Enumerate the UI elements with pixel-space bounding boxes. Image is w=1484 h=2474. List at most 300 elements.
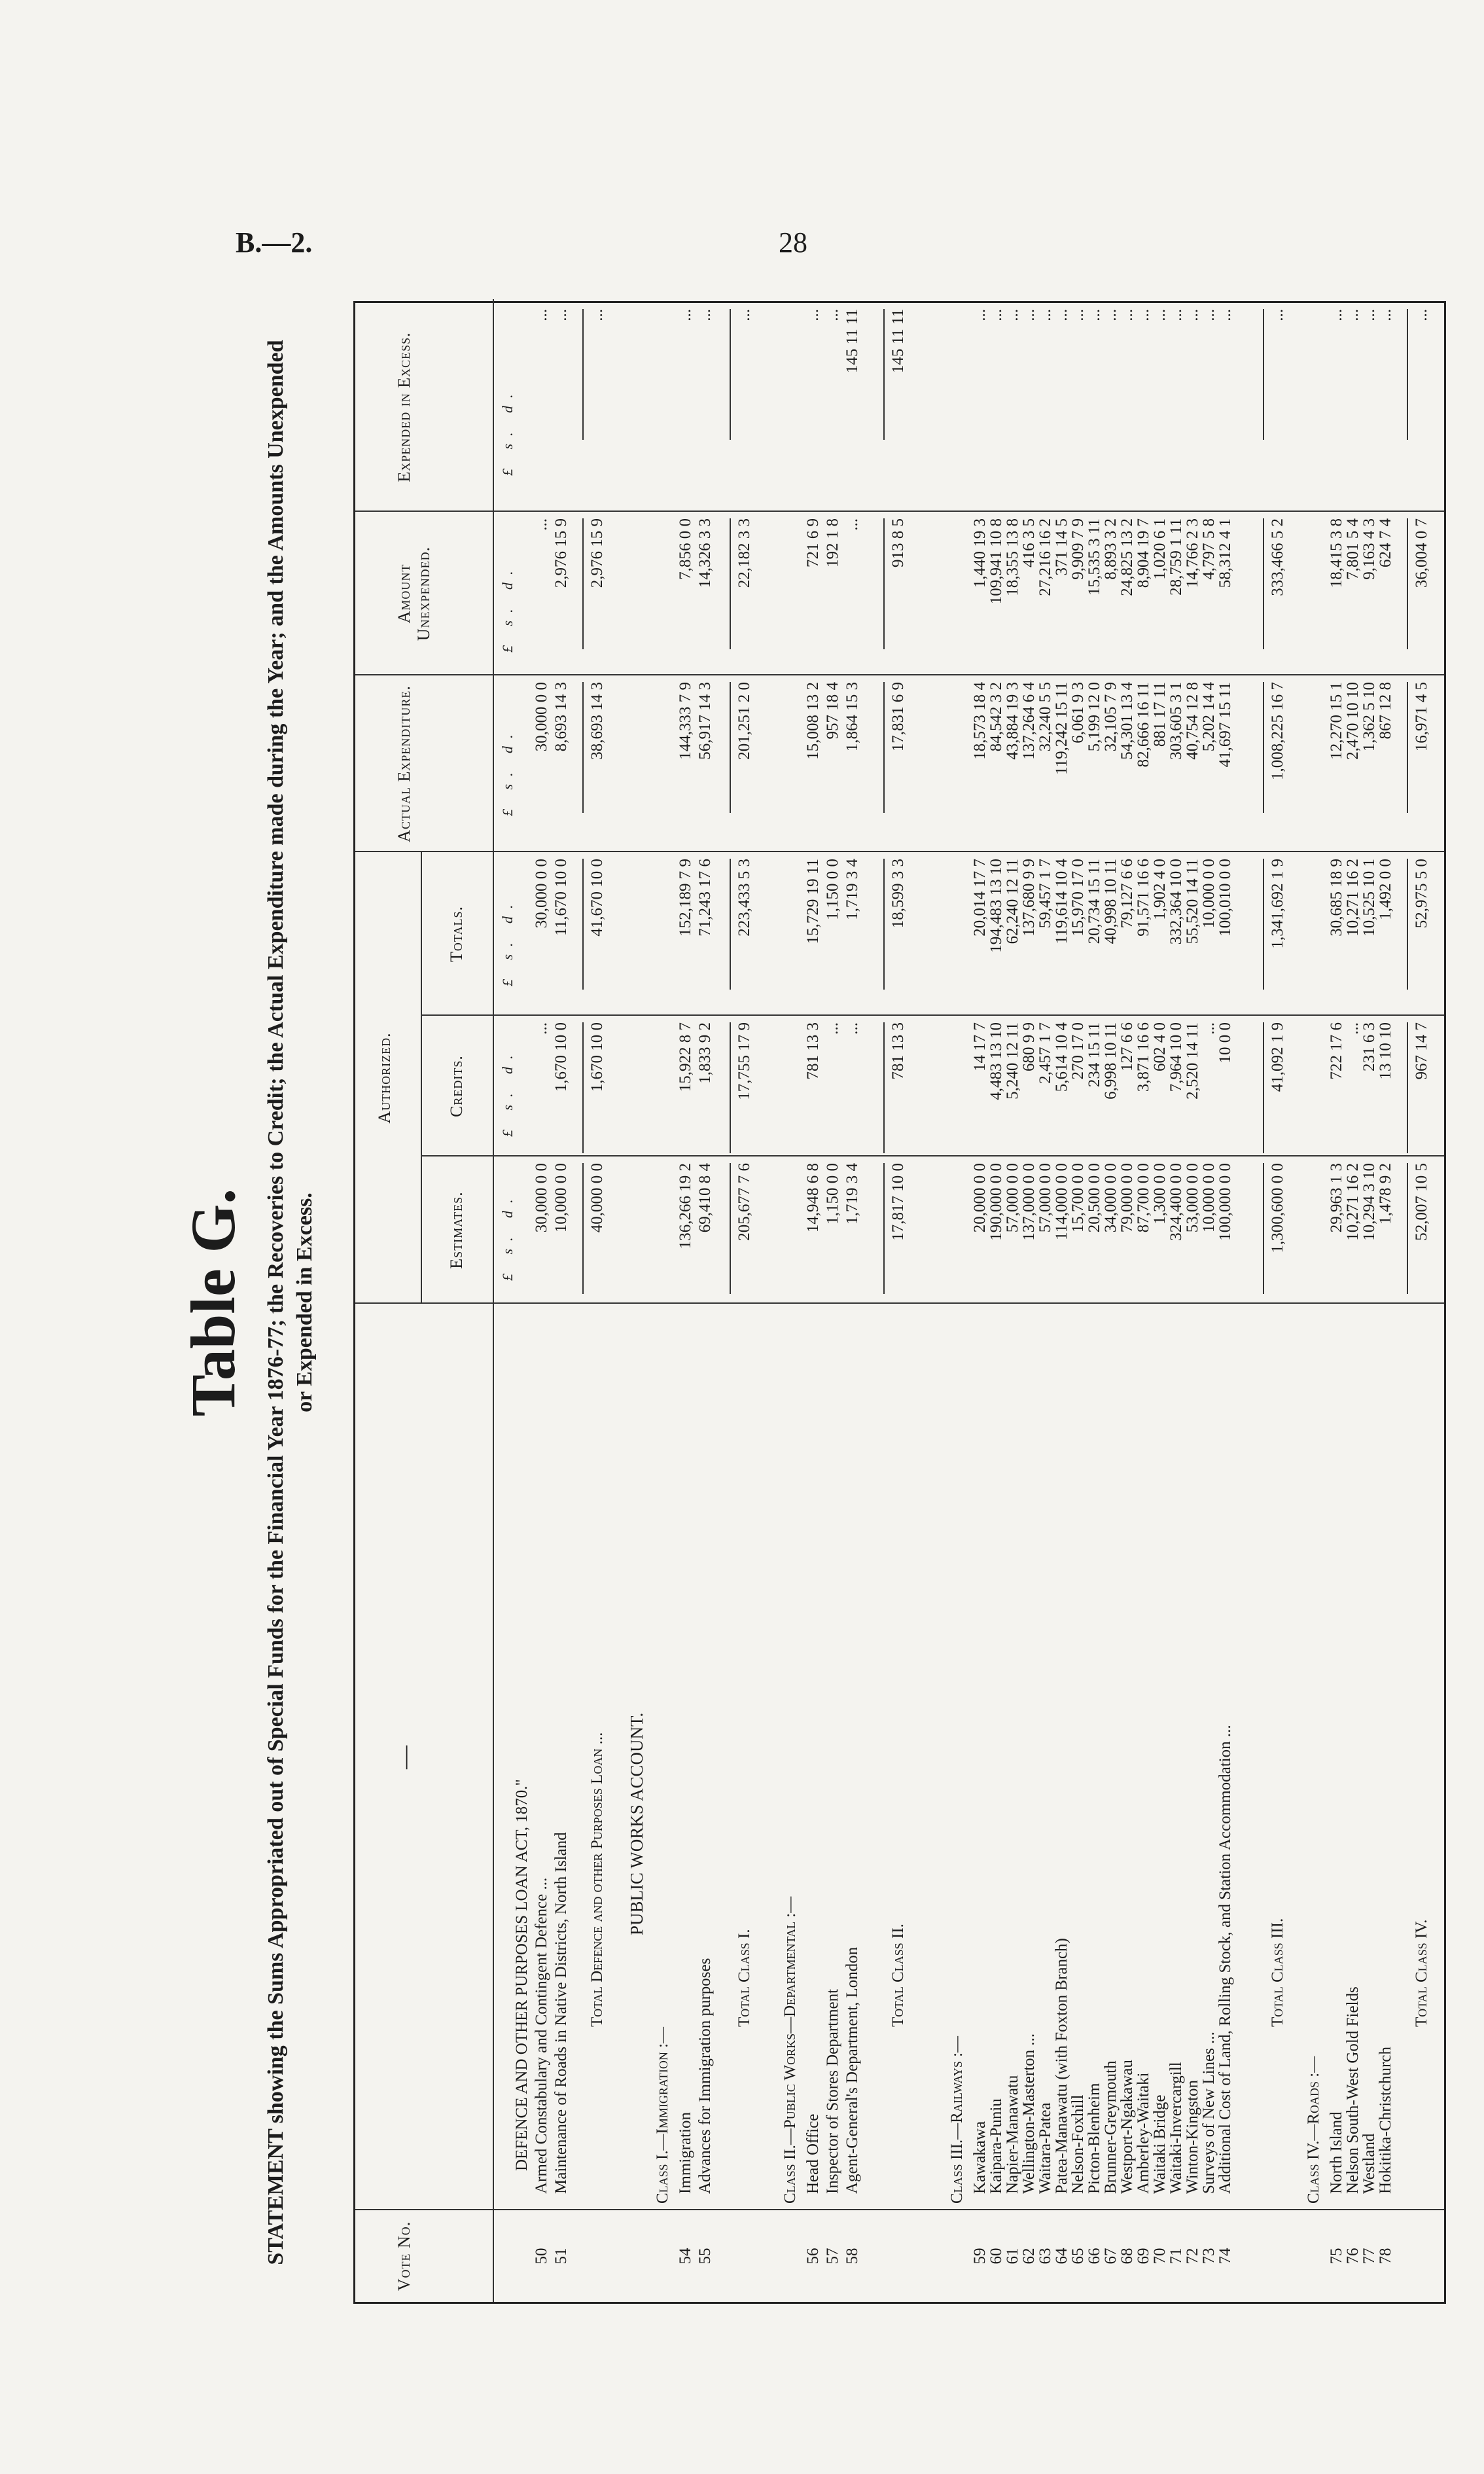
column-rule: [355, 2209, 1444, 2210]
cell-est: 20,000 0 0: [971, 1163, 989, 1233]
cell-tot: 1,902 4 0: [1151, 859, 1169, 920]
cell-cred: 967 14 7: [1413, 1022, 1430, 1080]
cell-est: 136,266 19 2: [677, 1163, 694, 1249]
cell-exc: ...: [552, 309, 570, 321]
cell-cred: 5,614 10 4: [1053, 1022, 1070, 1092]
cell-unexp: 18,415 3 8: [1328, 518, 1345, 588]
credits-header: Credits.: [447, 1055, 466, 1117]
cell-tot: 30,000 0 0: [533, 859, 550, 929]
item-name: Waitara-Patea: [1036, 2102, 1054, 2194]
cell-act: 867 12 8: [1377, 682, 1394, 740]
vote-number: 69: [1135, 2248, 1152, 2265]
cell-exc: ...: [533, 309, 550, 321]
vote-number: 64: [1053, 2248, 1070, 2265]
unit-label: £ s. d.: [499, 726, 516, 816]
total-rule: [1263, 1022, 1264, 1153]
vote-number: 78: [1377, 2248, 1394, 2265]
estimates-header: Estimates.: [447, 1191, 466, 1269]
cell-unexp: 14,326 3 3: [696, 518, 714, 588]
vote-number: 71: [1167, 2248, 1185, 2265]
cell-tot: 332,364 10 0: [1167, 859, 1185, 945]
cell-unexp: 8,893 3 2: [1102, 518, 1120, 580]
vote-number: 57: [824, 2248, 841, 2265]
cell-est: 30,000 0 0: [533, 1163, 550, 1233]
cell-unexp: 721 6 9: [804, 518, 822, 567]
total-rule: [883, 518, 885, 649]
item-name: Nelson South-West Gold Fields: [1344, 1986, 1362, 2194]
cell-act: 32,240 5 5: [1036, 682, 1054, 752]
cell-tot: 1,719 3 4: [843, 859, 861, 920]
cell-tot: 10,271 16 2: [1344, 859, 1362, 937]
class2-heading: Class II.—Public Works—Departmental :—: [781, 1896, 799, 2204]
cell-act: 303,605 3 1: [1167, 682, 1185, 760]
cell-act: 40,754 12 8: [1184, 682, 1201, 760]
cell-cred: 4,483 13 10: [987, 1022, 1005, 1100]
cell-act: 201,251 2 0: [735, 682, 753, 760]
item-name: Wellington-Masterton ...: [1020, 2033, 1038, 2194]
cell-act: 30,000 0 0: [533, 682, 550, 752]
cell-unexp: 913 8 5: [889, 518, 907, 567]
cell-est: 10,000 0 0: [552, 1163, 570, 1233]
cell-unexp: 624 7 4: [1377, 518, 1394, 567]
vote-number: 55: [696, 2248, 714, 2265]
item-name: Brunner-Greymouth: [1102, 2060, 1120, 2194]
actual-expenditure-header: Actual Expenditure.: [395, 685, 414, 842]
cell-tot: 1,341,692 1 9: [1269, 859, 1286, 949]
item-name: Amberley-Waitaki: [1135, 2072, 1152, 2194]
cell-est: 1,478 9 2: [1377, 1163, 1394, 1225]
cell-exc: ...: [735, 309, 753, 321]
cell-exc: ...: [677, 309, 694, 321]
item-name: Armed Constabulary and Contingent Defence ...: [533, 1877, 550, 2194]
cell-tot: 10,525 10 1: [1360, 859, 1378, 937]
vote-number: 58: [843, 2248, 861, 2265]
cell-exc: ...: [971, 309, 989, 321]
page-number: 28: [779, 226, 807, 259]
cell-exc: ...: [1344, 309, 1362, 321]
cell-unexp: 27,216 16 2: [1036, 518, 1054, 596]
total-rule: [1407, 682, 1408, 813]
cell-cred: 2,457 1 7: [1036, 1022, 1054, 1084]
item-name: Westland: [1360, 2133, 1378, 2194]
header-rule: [493, 299, 494, 2302]
cell-tot: 59,457 1 7: [1036, 859, 1054, 929]
cell-unexp: 28,759 1 11: [1167, 518, 1185, 596]
cell-est: 10,000 0 0: [1200, 1163, 1218, 1233]
cell-exc: ...: [824, 309, 841, 321]
vote-number: 65: [1069, 2248, 1087, 2265]
total-rule: [1407, 1163, 1408, 1294]
cell-cred: ...: [843, 1022, 861, 1035]
vote-number: 73: [1200, 2248, 1218, 2265]
cell-tot: 223,433 5 3: [735, 859, 753, 937]
cell-exc: ...: [1102, 309, 1120, 321]
cell-act: 5,202 14 4: [1200, 682, 1218, 752]
total-rule: [1263, 1163, 1264, 1294]
cell-cred: ...: [1200, 1022, 1218, 1035]
item-name: Waitaki-Invercargill: [1167, 2062, 1185, 2194]
cell-unexp: 14,766 2 3: [1184, 518, 1201, 588]
cell-act: 56,917 14 3: [696, 682, 714, 760]
cell-est: 69,410 8 4: [696, 1163, 714, 1233]
cell-est: 190,000 0 0: [987, 1163, 1005, 1241]
total-rule: [1407, 1022, 1408, 1153]
total-rule: [730, 518, 731, 649]
cell-act: 957 18 4: [824, 682, 841, 740]
cell-est: 57,000 0 0: [1036, 1163, 1054, 1233]
vote-number: 67: [1102, 2248, 1120, 2265]
vote-number: 76: [1344, 2248, 1362, 2265]
table-g: [353, 301, 1446, 2304]
total-rule: [582, 1022, 584, 1153]
cell-est: 34,000 0 0: [1102, 1163, 1120, 1233]
total-rule: [730, 859, 731, 990]
total-rule: [730, 309, 731, 440]
item-name: Head Office: [804, 2113, 822, 2194]
item-name: Hokitika-Christchurch: [1377, 2047, 1394, 2194]
cell-cred: 1,833 9 2: [696, 1022, 714, 1084]
total-rule: [883, 682, 885, 813]
total-rule: [1263, 518, 1264, 649]
cell-cred: ...: [824, 1022, 841, 1035]
cell-cred: 14 17 7: [971, 1022, 989, 1071]
vote-no-header: Vote No.: [395, 2221, 414, 2291]
cell-unexp: ...: [843, 518, 861, 531]
cell-act: 881 17 11: [1151, 682, 1169, 747]
cell-cred: 17,755 17 9: [735, 1022, 753, 1100]
total-rule: [730, 1022, 731, 1153]
total-rule: [1407, 309, 1408, 440]
cell-tot: 40,998 10 11: [1102, 859, 1120, 944]
cell-cred: 7,964 10 0: [1167, 1022, 1185, 1092]
cell-exc: ...: [1200, 309, 1218, 321]
cell-unexp: 9,909 7 9: [1069, 518, 1087, 580]
cell-unexp: 24,825 13 2: [1118, 518, 1136, 596]
cell-act: 16,971 4 5: [1413, 682, 1430, 752]
defence-section-heading: DEFENCE AND OTHER PURPOSES LOAN ACT, 1870.": [513, 1779, 531, 2171]
cell-unexp: ...: [533, 518, 550, 531]
total-rule: [1407, 518, 1408, 649]
cell-cred: 3,871 16 6: [1135, 1022, 1152, 1092]
cell-cred: 602 4 0: [1151, 1022, 1169, 1071]
cell-exc: ...: [588, 309, 606, 321]
cell-act: 32,105 7 9: [1102, 682, 1120, 752]
cell-act: 5,199 12 0: [1086, 682, 1103, 752]
item-name: Westport-Ngakawau: [1118, 2060, 1136, 2194]
cell-exc: ...: [1328, 309, 1345, 321]
cell-est: 15,700 0 0: [1069, 1163, 1087, 1233]
cell-est: 100,000 0 0: [1216, 1163, 1234, 1241]
amount-unexpended-header: Amount Unexpended.: [395, 546, 433, 641]
vote-number: 59: [971, 2248, 989, 2265]
cell-unexp: 15,535 3 11: [1086, 518, 1103, 596]
cell-exc: ...: [987, 309, 1005, 321]
item-name: Napier-Manawatu: [1004, 2075, 1021, 2194]
vote-number: 66: [1086, 2248, 1103, 2265]
unit-label: £ s. d.: [499, 563, 516, 653]
cell-unexp: 18,355 13 8: [1004, 518, 1021, 596]
cell-est: 1,300 0 0: [1151, 1163, 1169, 1225]
cell-act: 119,242 15 11: [1053, 682, 1070, 775]
cell-cred: 10 0 0: [1216, 1022, 1234, 1064]
vote-number: 72: [1184, 2248, 1201, 2265]
class1-heading: Class I.—Immigration :—: [654, 2026, 671, 2204]
cell-exc: ...: [1036, 309, 1054, 321]
cell-tot: 152,189 7 9: [677, 859, 694, 937]
cell-exc: ...: [1184, 309, 1201, 321]
cell-unexp: 192 1 8: [824, 518, 841, 567]
cell-exc: 145 11 11: [843, 309, 861, 374]
cell-tot: 41,670 10 0: [588, 859, 606, 937]
total-rule: [730, 1163, 731, 1294]
cell-unexp: 4,797 5 8: [1200, 518, 1218, 580]
cell-act: 1,864 15 3: [843, 682, 861, 752]
cell-exc: 145 11 11: [889, 309, 907, 374]
cell-cred: 13 10 10: [1377, 1022, 1394, 1080]
cell-cred: 6,998 10 11: [1102, 1022, 1120, 1100]
total-rule: [1407, 859, 1408, 990]
vote-number: 51: [552, 2248, 570, 2265]
cell-tot: 100,010 0 0: [1216, 859, 1234, 937]
cell-cred: 781 13 3: [804, 1022, 822, 1080]
cell-cred: 2,520 14 11: [1184, 1022, 1201, 1100]
cell-unexp: 2,976 15 9: [552, 518, 570, 588]
cell-exc: ...: [1377, 309, 1394, 321]
column-rule: [421, 1155, 1444, 1156]
expended-in-excess-header: Expended in Excess.: [395, 332, 414, 482]
cell-cred: 722 17 6: [1328, 1022, 1345, 1080]
cell-est: 1,150 0 0: [824, 1163, 841, 1225]
cell-exc: ...: [1004, 309, 1021, 321]
total-label: Total Class IV.: [1413, 1919, 1430, 2027]
total-rule: [730, 682, 731, 813]
unit-label: £ s. d.: [499, 386, 516, 476]
cell-est: 79,000 0 0: [1118, 1163, 1136, 1233]
total-rule: [883, 1163, 885, 1294]
cell-tot: 11,670 10 0: [552, 859, 570, 936]
vote-number: 54: [677, 2248, 694, 2265]
cell-tot: 79,127 6 6: [1118, 859, 1136, 929]
cell-unexp: 58,312 4 1: [1216, 518, 1234, 588]
column-rule: [355, 851, 1444, 852]
cell-est: 10,271 16 2: [1344, 1163, 1362, 1241]
cell-cred: 5,240 12 11: [1004, 1022, 1021, 1100]
unit-label: £ s. d.: [499, 1047, 516, 1137]
column-rule: [355, 1302, 1444, 1304]
cell-exc: ...: [804, 309, 822, 321]
cell-cred: 270 17 0: [1069, 1022, 1087, 1080]
cell-unexp: 9,163 4 3: [1360, 518, 1378, 580]
header-rule: [421, 852, 422, 1304]
column-rule: [355, 674, 1444, 675]
table-title: Table G.: [178, 1188, 248, 1417]
cell-act: 54,301 13 4: [1118, 682, 1136, 760]
cell-exc: ...: [1216, 309, 1234, 321]
cell-exc: ...: [1167, 309, 1185, 321]
cell-est: 1,719 3 4: [843, 1163, 861, 1225]
cell-act: 12,270 15 1: [1328, 682, 1345, 760]
item-name: North Island: [1328, 2111, 1345, 2194]
cell-est: 114,000 0 0: [1053, 1163, 1070, 1240]
page-header: [236, 226, 1269, 265]
vote-number: 63: [1036, 2248, 1054, 2265]
total-rule: [1263, 682, 1264, 813]
cell-act: 144,333 7 9: [677, 682, 694, 760]
totals-header: Totals.: [447, 906, 466, 962]
cell-est: 137,000 0 0: [1020, 1163, 1038, 1241]
total-rule: [582, 1163, 584, 1294]
public-works-section-heading: PUBLIC WORKS ACCOUNT.: [627, 1712, 646, 1935]
total-rule: [582, 859, 584, 990]
cell-cred: 231 6 3: [1360, 1022, 1378, 1071]
item-name: Kawakawa: [971, 2121, 989, 2194]
cell-tot: 30,685 18 9: [1328, 859, 1345, 937]
cell-tot: 1,150 0 0: [824, 859, 841, 920]
cell-tot: 62,240 12 11: [1004, 859, 1021, 944]
total-label: Total Class I.: [735, 1929, 753, 2027]
cell-tot: 10,000 0 0: [1200, 859, 1218, 929]
cell-est: 10,294 3 10: [1360, 1163, 1378, 1241]
item-name: Inspector of Stores Department: [824, 1988, 841, 2194]
section-code: B.—2.: [236, 226, 313, 259]
column-rule: [355, 511, 1444, 512]
cell-tot: 20,734 15 11: [1086, 859, 1103, 944]
vote-number: 68: [1118, 2248, 1136, 2265]
total-rule: [883, 309, 885, 440]
cell-tot: 18,599 3 3: [889, 859, 907, 929]
cell-tot: 55,520 14 11: [1184, 859, 1201, 944]
cell-exc: ...: [1069, 309, 1087, 321]
cell-cred: 680 9 9: [1020, 1022, 1038, 1071]
vote-number: 77: [1360, 2248, 1378, 2265]
cell-est: 17,817 10 0: [889, 1163, 907, 1241]
vote-number: 60: [987, 2248, 1005, 2265]
cell-act: 6,061 9 3: [1069, 682, 1087, 744]
cell-est: 53,000 0 0: [1184, 1163, 1201, 1233]
total-rule: [582, 309, 584, 440]
vote-number: 62: [1020, 2248, 1038, 2265]
cell-unexp: 8,904 19 7: [1135, 518, 1152, 588]
vote-number: 75: [1328, 2248, 1345, 2265]
cell-exc: ...: [1053, 309, 1070, 321]
cell-est: 324,400 0 0: [1167, 1163, 1185, 1241]
cell-cred: ...: [1344, 1022, 1362, 1035]
total-label: Total Class III.: [1269, 1918, 1286, 2027]
cell-est: 20,500 0 0: [1086, 1163, 1103, 1233]
total-label: Total Class II.: [889, 1924, 907, 2027]
item-name: Advances for Immigration purposes: [696, 1958, 714, 2194]
cell-cred: 781 13 3: [889, 1022, 907, 1080]
cell-unexp: 22,182 3 3: [735, 518, 753, 588]
cell-unexp: 371 14 5: [1053, 518, 1070, 576]
cell-cred: 234 15 11: [1086, 1022, 1103, 1088]
item-name: Maintenance of Roads in Native Districts, North Island: [552, 1832, 570, 2194]
vote-number: 61: [1004, 2248, 1021, 2265]
cell-tot: 137,680 9 9: [1020, 859, 1038, 937]
cell-exc: ...: [1413, 309, 1430, 321]
cell-act: 8,693 14 3: [552, 682, 570, 752]
cell-est: 87,700 0 0: [1135, 1163, 1152, 1233]
cell-est: 1,300,600 0 0: [1269, 1163, 1286, 1253]
particulars-header: —: [391, 1745, 417, 1769]
item-name: Immigration: [677, 2112, 694, 2194]
cell-est: 14,948 6 8: [804, 1163, 822, 1233]
rotated-table-page: [164, 301, 1446, 2304]
cell-est: 205,677 7 6: [735, 1163, 753, 1241]
cell-cred: ...: [533, 1022, 550, 1035]
cell-est: 40,000 0 0: [588, 1163, 606, 1233]
cell-tot: 91,571 16 6: [1135, 859, 1152, 937]
cell-exc: ...: [1151, 309, 1169, 321]
vote-number: 56: [804, 2248, 822, 2265]
total-label: Total Defence and other Purposes Loan ...: [588, 1732, 606, 2027]
item-name: Picton-Blenheim: [1086, 2083, 1103, 2194]
cell-tot: 52,975 5 0: [1413, 859, 1430, 929]
authorized-header: Authorized.: [375, 1032, 394, 1124]
item-name: Kaipara-Puniu: [987, 2098, 1005, 2194]
column-rule: [421, 1014, 1444, 1016]
cell-act: 17,831 6 9: [889, 682, 907, 752]
cell-unexp: 1,440 19 3: [971, 518, 989, 588]
item-name: Surveys of New Lines ...: [1200, 2032, 1218, 2194]
total-rule: [883, 859, 885, 990]
total-rule: [582, 682, 584, 813]
cell-act: 41,697 15 11: [1216, 682, 1234, 768]
cell-tot: 20,014 17 7: [971, 859, 989, 937]
cell-act: 82,666 16 11: [1135, 682, 1152, 768]
cell-unexp: 416 3 5: [1020, 518, 1038, 567]
cell-exc: ...: [1269, 309, 1286, 321]
cell-tot: 15,970 17 0: [1069, 859, 1087, 937]
total-rule: [1263, 309, 1264, 440]
total-rule: [883, 1022, 885, 1153]
cell-exc: ...: [1020, 309, 1038, 321]
item-name: Winton-Kingston: [1184, 2080, 1201, 2194]
cell-cred: 1,670 10 0: [552, 1022, 570, 1092]
item-name: Patea-Manawatu (with Foxton Branch): [1053, 1938, 1070, 2194]
vote-number: 50: [533, 2248, 550, 2265]
unit-label: £ s. d.: [499, 1191, 516, 1281]
vote-number: 74: [1216, 2248, 1234, 2265]
cell-act: 15,008 13 2: [804, 682, 822, 760]
total-rule: [582, 518, 584, 649]
class4-heading: Class IV.—Roads :—: [1305, 2056, 1322, 2204]
cell-unexp: 333,466 5 2: [1269, 518, 1286, 596]
cell-est: 52,007 10 5: [1413, 1163, 1430, 1241]
cell-act: 1,008,225 16 7: [1269, 682, 1286, 780]
cell-exc: ...: [1118, 309, 1136, 321]
statement-caption: STATEMENT showing the Sums Appropriated out of Special Funds for the Financial Year 1876-77; the Recoveries to Credit; the Actual Expenditure made during the Year; and the Amounts Unexpended or Expended in Excess.: [264, 340, 317, 2265]
cell-tot: 15,729 19 11: [804, 859, 822, 944]
cell-exc: ...: [1360, 309, 1378, 321]
total-rule: [1263, 859, 1264, 990]
cell-act: 18,573 18 4: [971, 682, 989, 760]
cell-unexp: 7,856 0 0: [677, 518, 694, 580]
item-name: Nelson-Foxhill: [1069, 2094, 1087, 2194]
unit-label: £ s. d.: [499, 897, 516, 986]
class3-heading: Class III.—Railways :—: [948, 2035, 966, 2204]
cell-unexp: 36,004 0 7: [1413, 518, 1430, 588]
cell-tot: 1,492 0 0: [1377, 859, 1394, 920]
item-name: Waitaki Bridge: [1151, 2094, 1169, 2194]
cell-exc: ...: [1086, 309, 1103, 321]
cell-tot: 194,483 13 10: [987, 859, 1005, 953]
cell-unexp: 1,020 6 1: [1151, 518, 1169, 580]
cell-unexp: 2,976 15 9: [588, 518, 606, 588]
cell-est: 57,000 0 0: [1004, 1163, 1021, 1233]
cell-cred: 41,092 1 9: [1269, 1022, 1286, 1092]
cell-tot: 119,614 10 4: [1053, 859, 1070, 944]
